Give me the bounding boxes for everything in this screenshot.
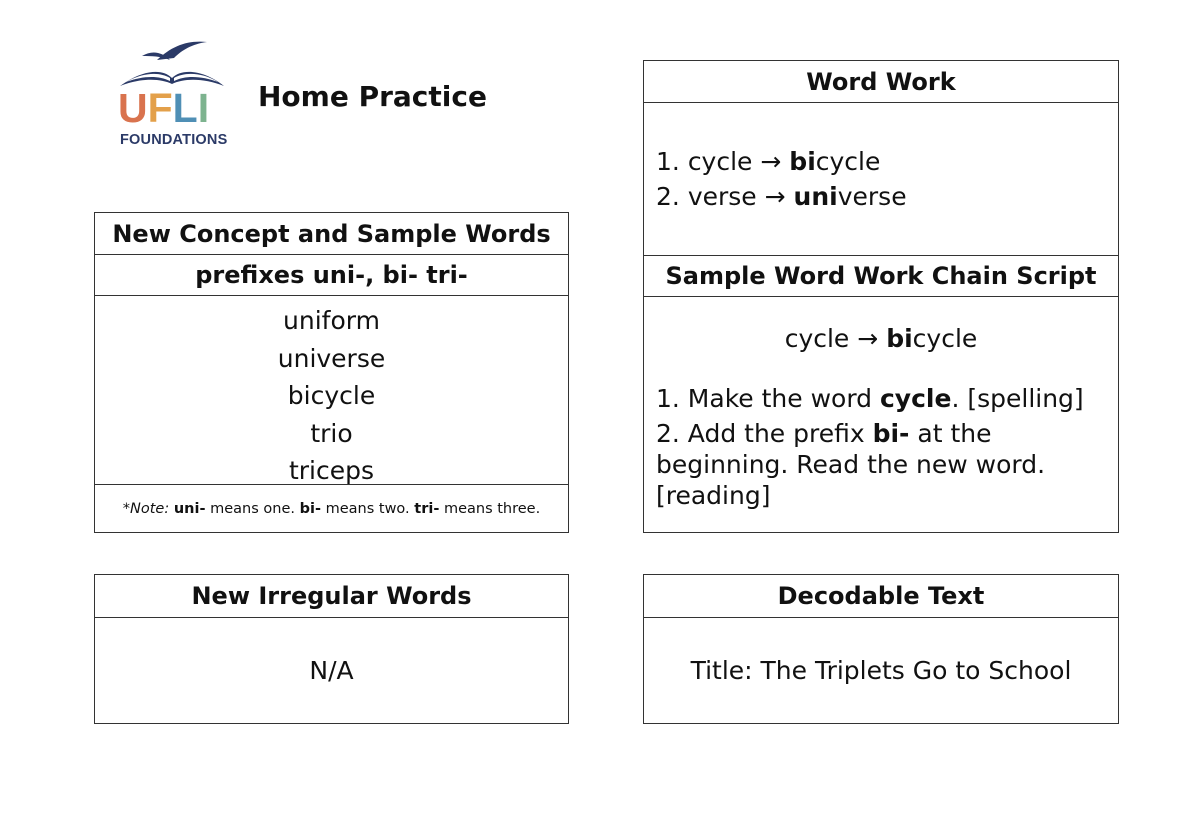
list-item: triceps (288, 456, 375, 485)
decodable-text-box (643, 574, 1119, 724)
list-item: 1. cycle → bicycle (656, 147, 881, 176)
page-title: Home Practice (258, 80, 487, 113)
list-item: uniform (283, 306, 380, 335)
prefix-note: *Note: uni- means one. bi- means two. tri- means three. (95, 484, 568, 532)
logo-subtitle: FOUNDATIONS (120, 132, 228, 148)
new-concept-box (94, 212, 569, 533)
chain-step-2: 2. Add the prefix bi- at the beginning. Read the new word. [reading] (656, 419, 1046, 510)
chain-step-1: 1. Make the word cycle. [spelling] (656, 384, 1084, 413)
chain-script-header: Sample Word Work Chain Script (644, 256, 1118, 297)
irregular-words-header: New Irregular Words (95, 575, 568, 618)
book-bird-icon (112, 38, 232, 88)
decodable-text-header: Decodable Text (644, 575, 1118, 618)
word-work-header: Word Work (644, 61, 1118, 103)
decodable-text-title: Title: The Triplets Go to School (690, 656, 1072, 685)
new-concept-header: New Concept and Sample Words (95, 213, 568, 255)
list-item: 2. verse → universe (656, 182, 907, 211)
chain-example: cycle → bicycle (784, 324, 978, 353)
word-work-box (643, 60, 1119, 533)
list-item: bicycle (287, 381, 376, 410)
ufli-logo (112, 38, 232, 153)
sample-words-list (95, 296, 568, 484)
irregular-words-box (94, 574, 569, 724)
list-item: universe (277, 343, 386, 373)
irregular-words-value: N/A (309, 656, 354, 685)
logo-wordmark: UFLI (118, 85, 210, 131)
word-work-list (644, 103, 1118, 256)
chain-script-body (644, 297, 1118, 531)
list-item: trio (310, 418, 353, 448)
new-concept-subheader: prefixes uni-, bi- tri- (95, 255, 568, 296)
